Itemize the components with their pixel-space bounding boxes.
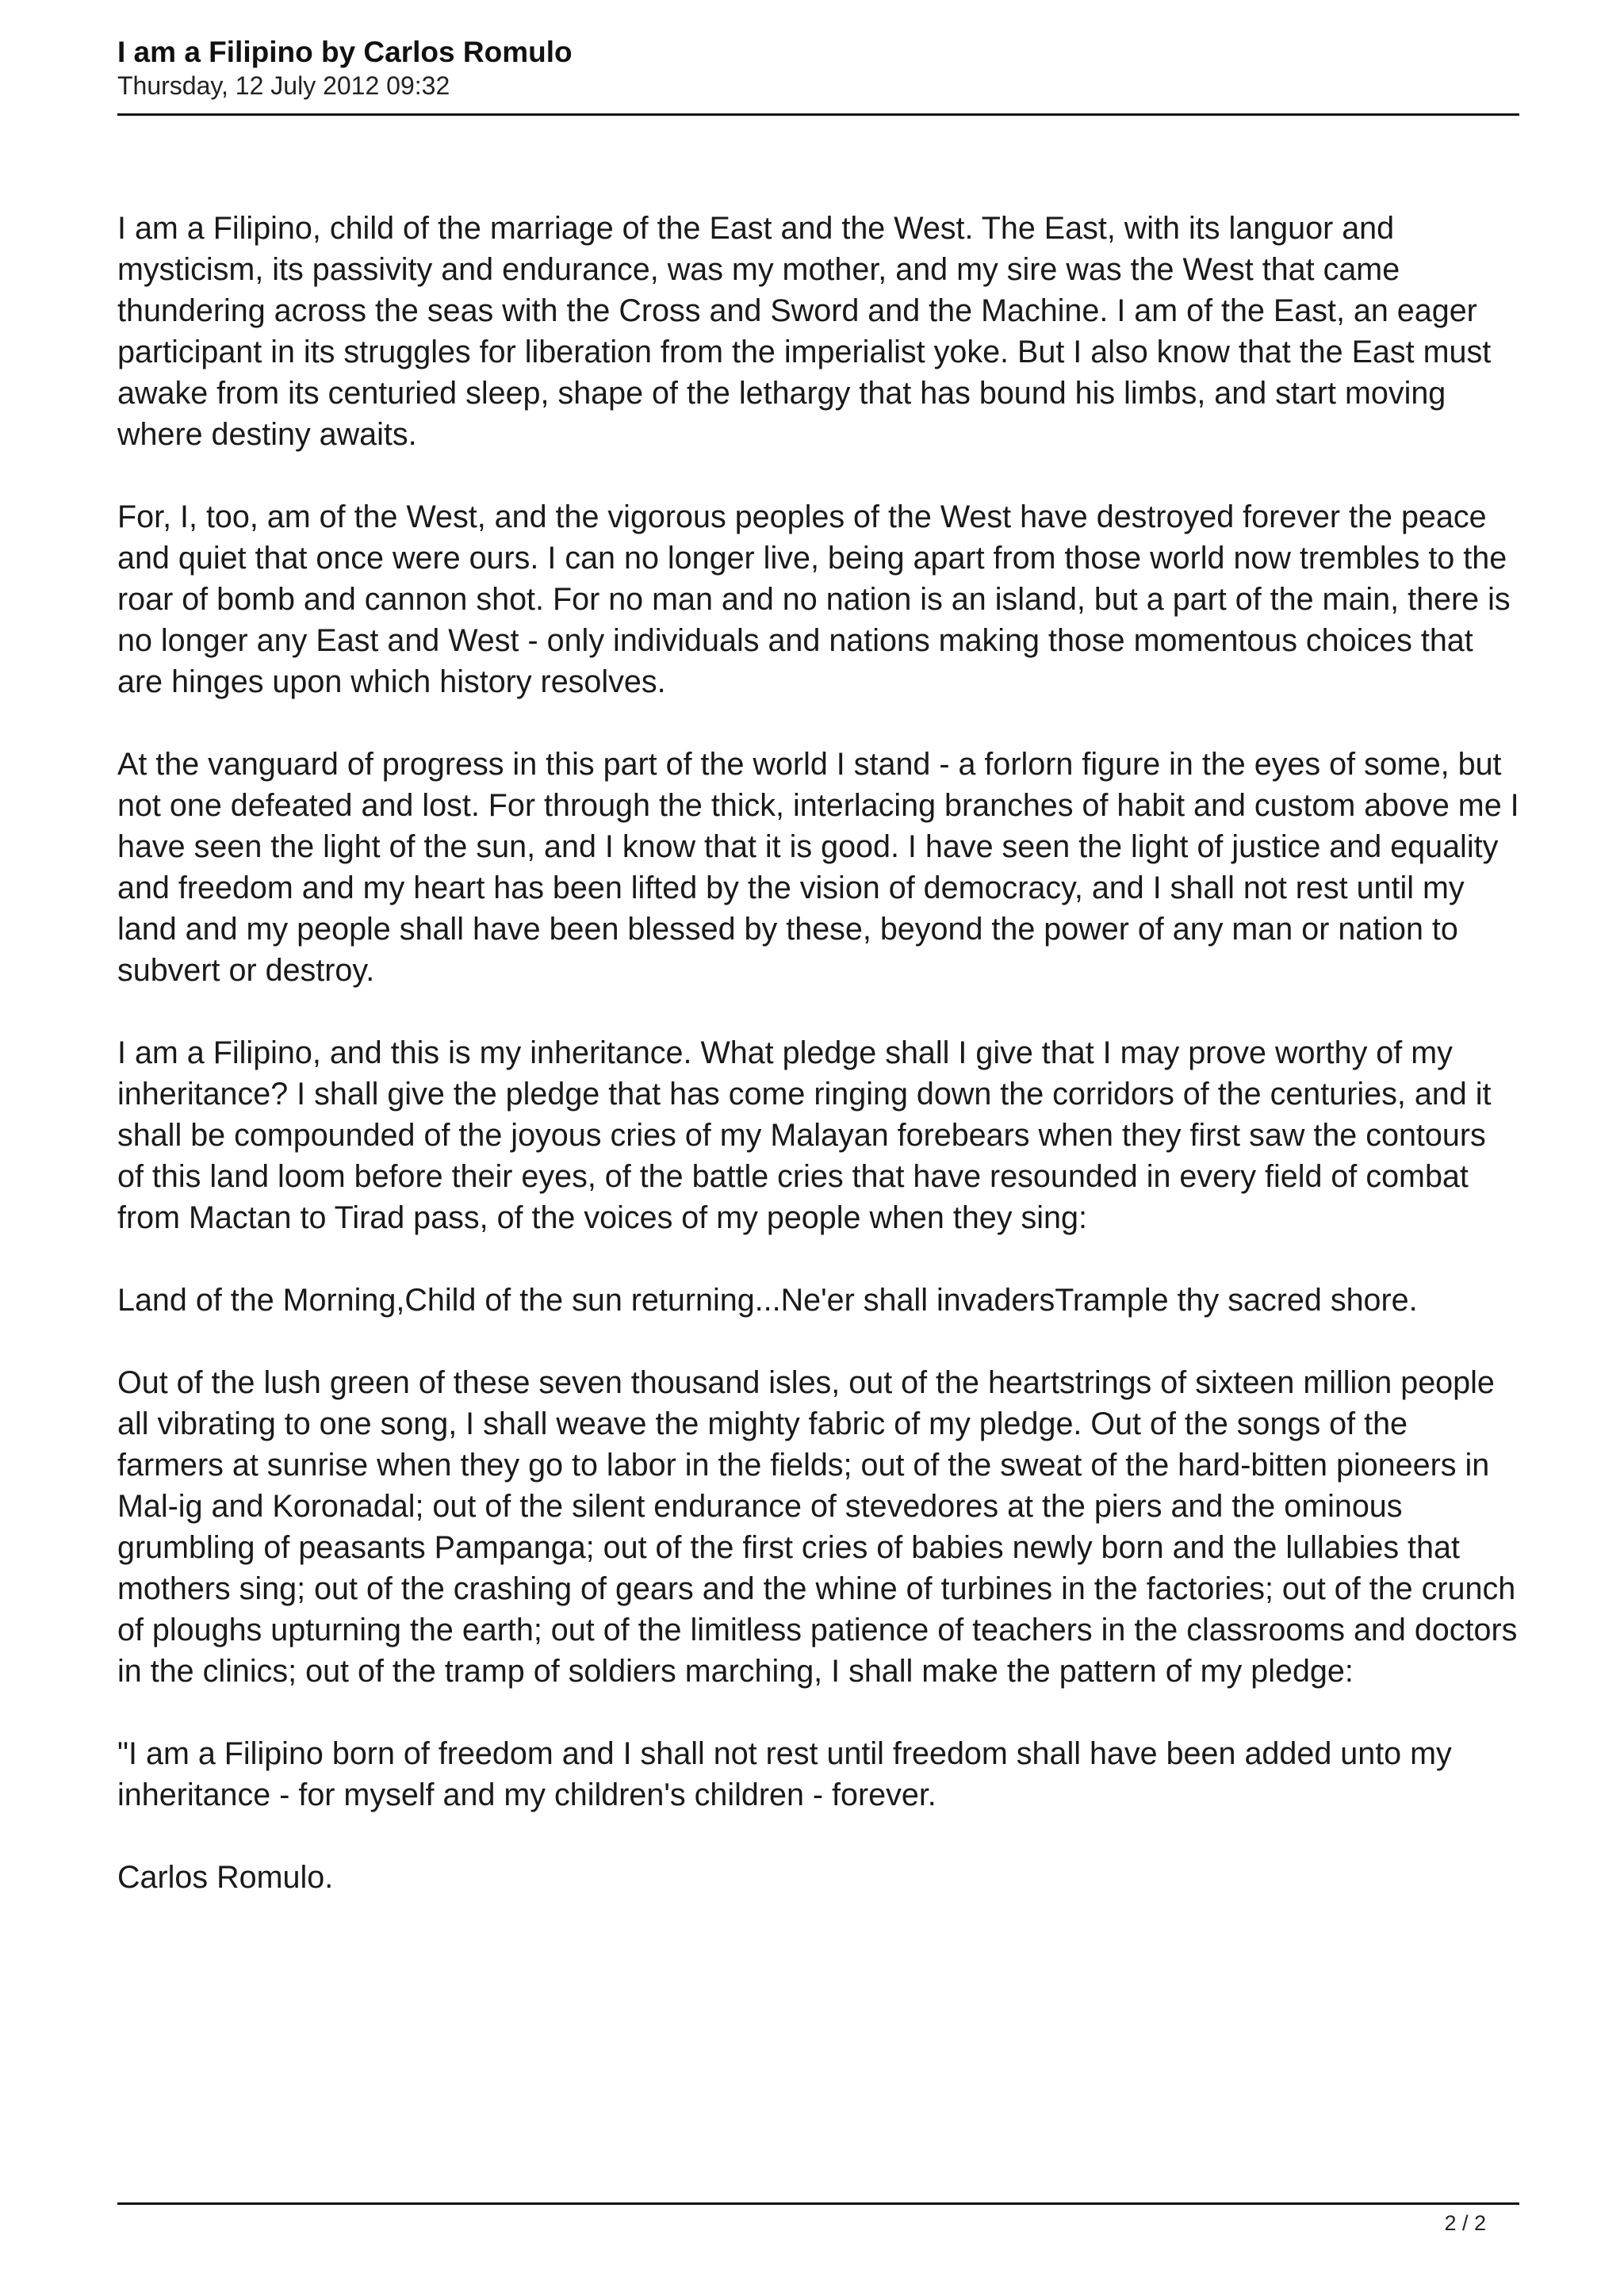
footer-divider — [117, 2202, 1519, 2205]
article-body — [117, 208, 1519, 1939]
document-page — [117, 0, 1519, 2296]
paragraph-3: At the vanguard of progress in this part of the world I stand - a forlorn figure in the eyes of some, but not one defeated and lost. For through the thick, interlacing branches of habit and custom above me I have seen the light of the sun, and I know that it is good. I have seen the light of justice and equality and freedom and my heart has been lifted by the vision of democracy, and I shall not rest until my land and my people shall have been blessed by these, beyond the power of any man or nation to subvert or destroy. — [117, 747, 1519, 988]
header-divider — [117, 113, 1519, 116]
paragraph-2: For, I, too, am of the West, and the vigorous peoples of the West have destroyed forever the peace and quiet that once were ours. I can no longer live, being apart from those world now trembles to the roar of bomb and cannon shot. For no man and no nation is an island, but a part of the main, there is no longer any East and West - only individuals and nations making those momentous choices that are hinges upon which history resolves. — [117, 499, 1511, 699]
paragraph-song-verse: Land of the Morning,Child of the sun returning...Ne'er shall invadersTrample thy sacred shore. — [117, 1283, 1418, 1318]
author-signature: Carlos Romulo. — [117, 1860, 334, 1895]
page-number: 2 / 2 — [1444, 2211, 1486, 2235]
page-header — [117, 35, 1519, 101]
paragraph-6: Out of the lush green of these seven thousand isles, out of the heartstrings of sixteen million people all vibrating to one song, I shall weave the mighty fabric of my pledge. Out of the songs of the farmers at sunrise when they go to labor in the fields; out of the sweat of the hard-bitten pioneers in Mal-ig and Koronadal; out of the silent endurance of stevedores at the piers and the ominous grumbling of peasants Pampanga; out of the first cries of babies newly born and the lullabies that mothers sing; out of the crashing of gears and the whine of turbines in the factories; out of the crunch of ploughs upturning the earth; out of the limitless patience of teachers in the classrooms and doctors in the clinics; out of the tramp of soldiers marching, I shall make the pattern of my pledge: — [117, 1365, 1518, 1689]
article-title: I am a Filipino by Carlos Romulo — [117, 36, 573, 68]
paragraph-pledge: "I am a Filipino born of freedom and I shall not rest until freedom shall have been added unto my inheritance - for myself and my children's children - forever. — [117, 1736, 1452, 1812]
paragraph-4: I am a Filipino, and this is my inheritance. What pledge shall I give that I may prove worthy of my inheritance? I shall give the pledge that has come ringing down the corridors of the centuries, and it shall be compounded of the joyous cries of my Malayan forebears when they first saw the contours of this land loom before their eyes, of the battle cries that have resounded in every field of combat from Mactan to Tirad pass, of the voices of my people when they sing: — [117, 1035, 1492, 1235]
article-date: Thursday, 12 July 2012 09:32 — [117, 71, 450, 100]
paragraph-1: I am a Filipino, child of the marriage of the East and the West. The East, with its languor and mysticism, its passivity and endurance, was my mother, and my sire was the West that came thundering across the seas with the Cross and Sword and the Machine. I am of the East, an eager participant in its struggles for liberation from the imperialist yoke. But I also know that the East must awake from its centuried sleep, shape of the lethargy that has bound his limbs, and start moving where destiny awaits. — [117, 211, 1492, 452]
